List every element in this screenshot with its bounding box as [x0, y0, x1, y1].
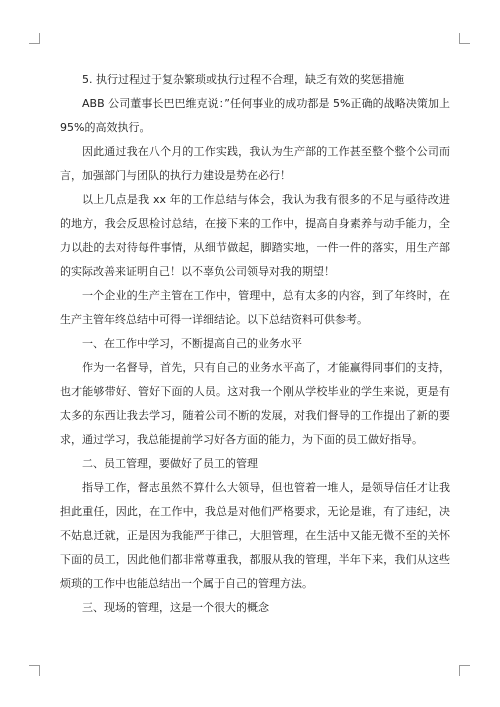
- crop-mark-bottom-left: [29, 665, 40, 676]
- section-heading-learning: 一、在工作中学习，不断提高自己的业务水平: [82, 337, 302, 350]
- paragraph-summary: 以上几点是我 xx 年的工作总结与体会，我认为我有很多的不足与亟待改进的地方，我会反思检讨总结，在接下来的工作中，提高自身素养与动手能力，全力以赴的去对待每件事情，从细节做起，脚踏实地，一件一件的落实，用生产部的实际改善来证明自己！以不辜负公司领导对我的期望！: [60, 193, 450, 278]
- section-heading-site: 三、现场的管理，这是一个很大的概念: [82, 601, 269, 614]
- paragraph-staff: 指导工作，督志虽然不算什么大领导，但也管着一堆人，是领导信任才让我担此重任，因此，在工作中，我总是对他们严格要求，无论是谁，有了违纪，决不姑息迁就，正是因为我能严于律己，大胆管理，在生活中又能无微不至的关怀下面的员工，因此他们都非常尊重我，都服从我的管理，半年下来，我们从这些烦琐的工作中也能总结出一个属于自己的管理方法。: [60, 481, 450, 590]
- crop-mark-top-right: [459, 33, 470, 44]
- document-body: [60, 68, 450, 620]
- section-heading-staff: 二、员工管理，要做好了员工的管理: [82, 457, 258, 470]
- paragraph-execution: 因此通过我在八个月的工作实践，我认为生产部的工作甚至整个整个公司而言，加强部门与团队的执行力建设是势在必行！: [60, 145, 450, 182]
- paragraph-measures: 5. 执行过程过于复杂繁琐或执行过程不合理，缺乏有效的奖惩措施: [82, 73, 404, 86]
- crop-mark-bottom-right: [459, 665, 470, 676]
- paragraph-learning: 作为一名督导，首先，只有自己的业务水平高了，才能赢得同事们的支持，也才能够带好、管好下面的人员。这对我一个刚从学校毕业的学生来说，更是有太多的东西让我去学习，随着公司不断的发展，对我们督导的工作提出了新的要求，通过学习，我总能提前学习好各方面的能力，为下面的员工做好指导。: [60, 361, 450, 446]
- crop-mark-top-left: [29, 33, 40, 44]
- paragraph-intro: 一个企业的生产主管在工作中，管理中，总有太多的内容，到了年终时，在生产主管年终总结中可得一详细结论。以下总结资料可供参考。: [60, 289, 450, 326]
- paragraph-abb-quote: ABB 公司董事长巴巴维克说：”任何事业的成功都是 5%正确的战略决策加上 95%的高效执行。: [60, 97, 450, 134]
